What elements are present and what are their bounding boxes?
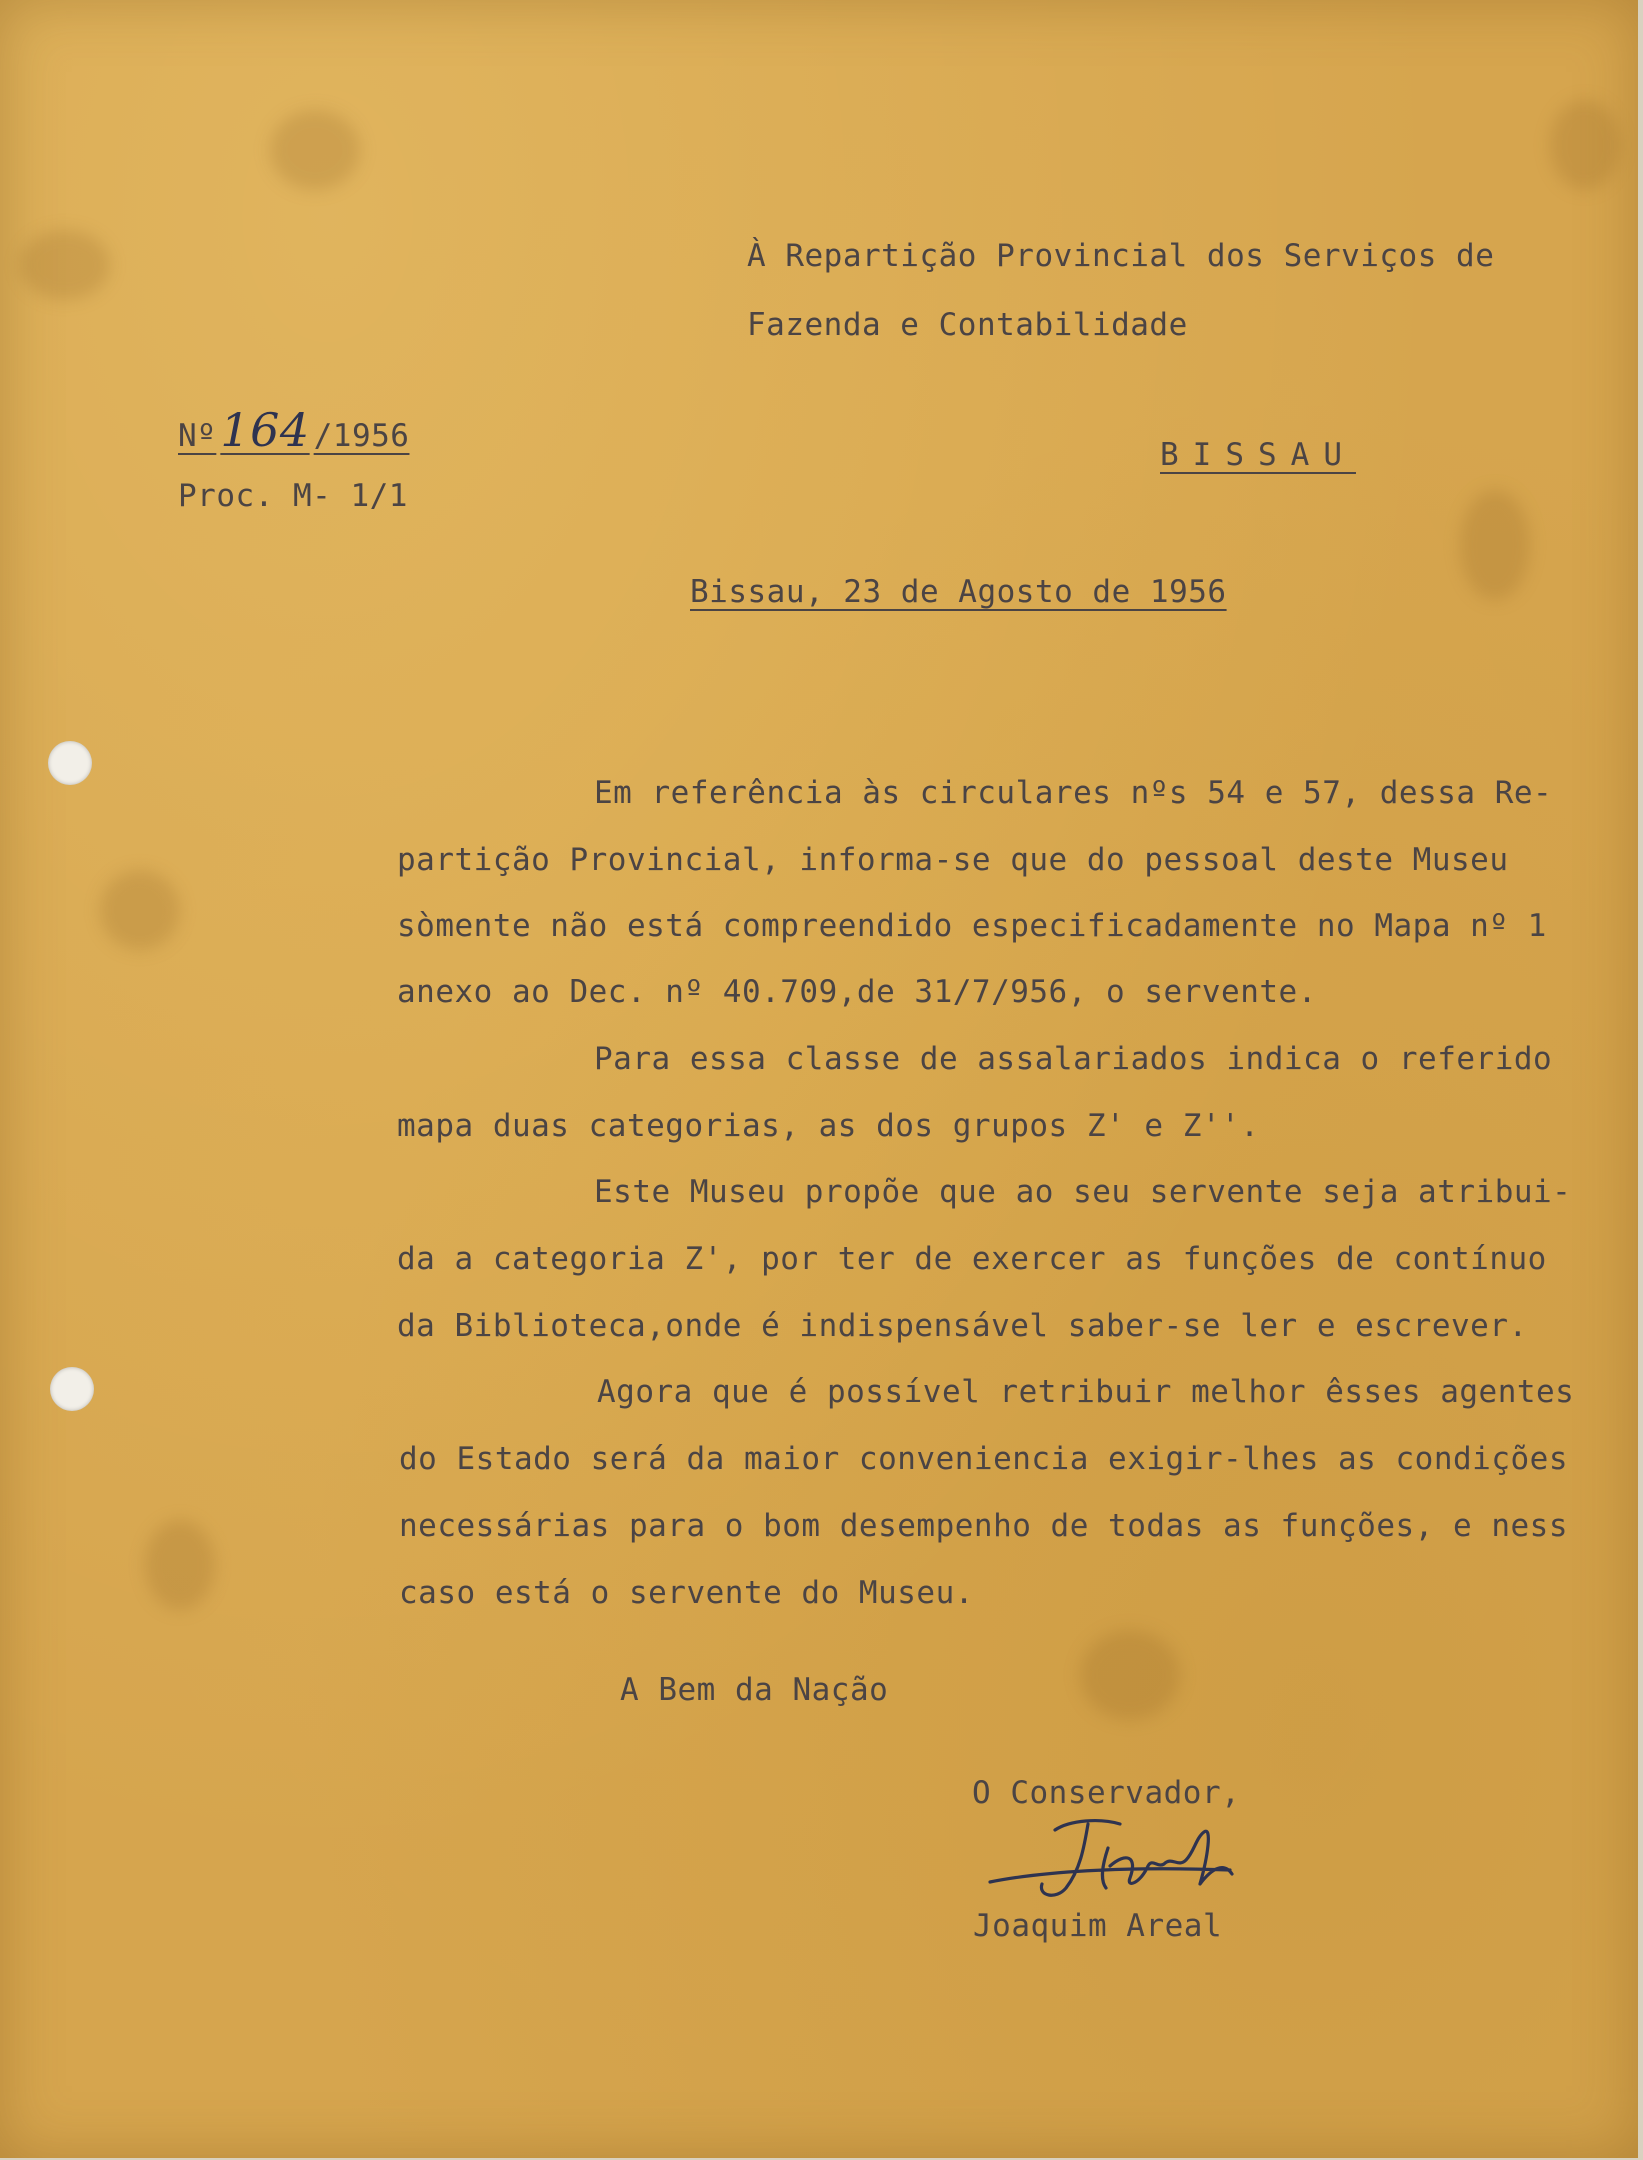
body-line: Em referência às circulares nºs 54 e 57, dessa Re- (594, 775, 1553, 811)
punch-hole (48, 741, 92, 785)
date-line: Bissau, 23 de Agosto de 1956 (690, 574, 1227, 610)
signatory-title: O Conservador, (972, 1775, 1241, 1811)
closing-salutation: A Bem da Nação (620, 1672, 889, 1708)
signatory-name: Joaquim Areal (973, 1908, 1223, 1944)
body-line: da a categoria Z', por ter de exercer as funções de contínuo (397, 1241, 1547, 1277)
body-line: anexo ao Dec. nº 40.709,de 31/7/956, o servente. (397, 974, 1317, 1010)
stain (1550, 100, 1620, 190)
stain (1460, 490, 1530, 600)
handwritten-signature (980, 1808, 1270, 1918)
addressee-line-2: Fazenda e Contabilidade (747, 307, 1188, 343)
body-line: da Biblioteca,onde é indispensável saber-se ler e escrever. (397, 1308, 1528, 1344)
body-line: mapa duas categorias, as dos grupos Z' e Z''. (397, 1108, 1260, 1144)
addressee-city: BISSAU (1160, 437, 1356, 473)
handwritten-number: 164 (220, 403, 310, 457)
stain (270, 110, 360, 190)
number-prefix: Nº (178, 418, 217, 454)
process-reference: Proc. M- 1/1 (178, 478, 408, 514)
letter-number (178, 403, 409, 457)
stain (100, 870, 180, 950)
addressee-line-1: À Repartição Provincial dos Serviços de (747, 238, 1495, 274)
body-line: Agora que é possível retribuir melhor êsses agentes (597, 1374, 1575, 1410)
punch-hole (50, 1367, 94, 1411)
body-line: Para essa classe de assalariados indica o referido (594, 1041, 1553, 1077)
body-line: partição Provincial, informa-se que do pessoal deste Museu (397, 842, 1509, 878)
body-line: Este Museu propõe que ao seu servente seja atribui- (594, 1174, 1572, 1210)
number-year: /1956 (313, 418, 410, 454)
body-line: caso está o servente do Museu. (399, 1575, 974, 1611)
body-line: do Estado será da maior conveniencia exigir-lhes as condições (399, 1441, 1568, 1477)
body-line: necessárias para o bom desempenho de todas as funções, e ness (399, 1508, 1568, 1544)
stain (1080, 1630, 1180, 1720)
stain (20, 230, 110, 300)
body-line: sòmente não está compreendido especificadamente no Mapa nº 1 (397, 908, 1547, 944)
stain (145, 1520, 215, 1610)
